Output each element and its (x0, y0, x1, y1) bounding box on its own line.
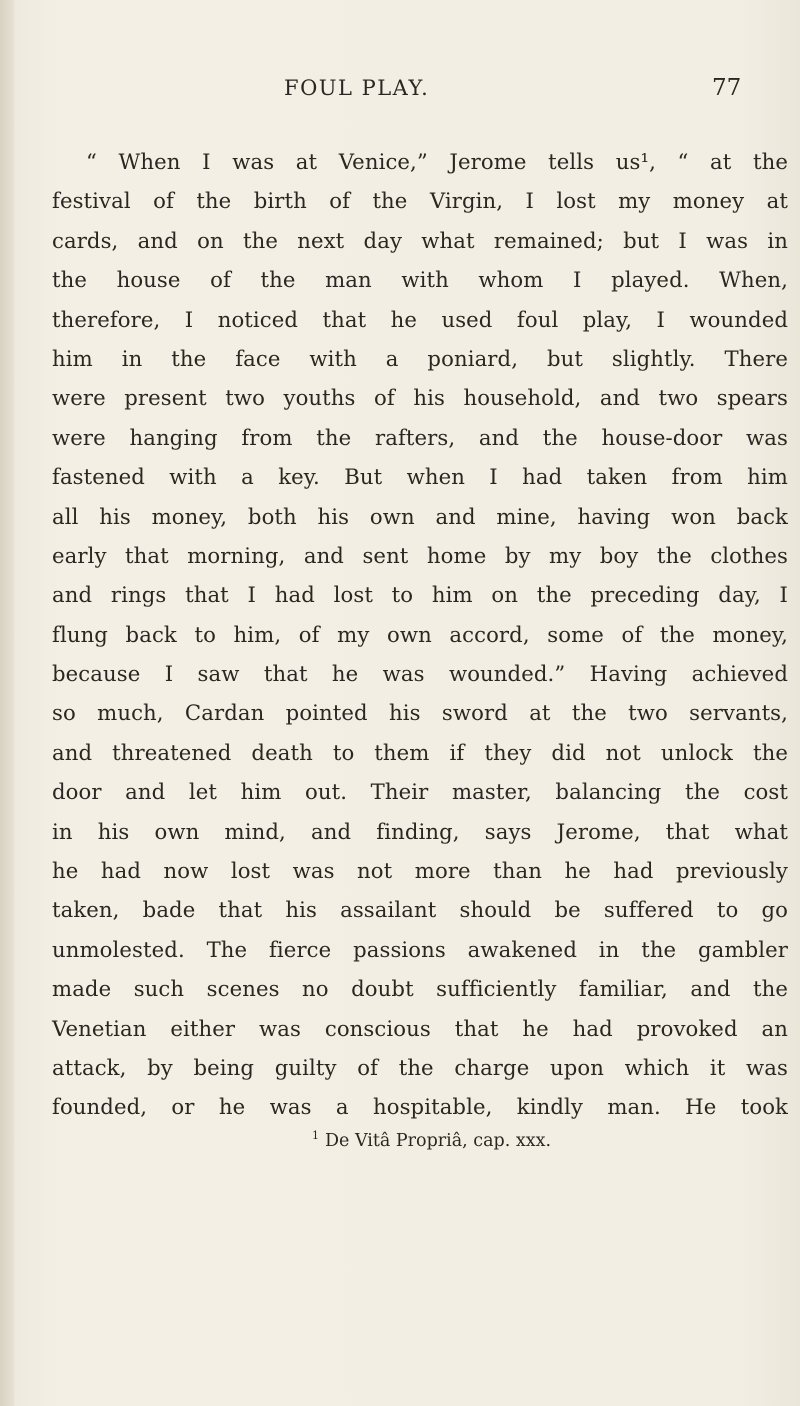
text-line: unmolested. The fierce passions awakened in the gambler (52, 936, 788, 962)
text-line: him in the face with a poniard, but slightly. There (52, 345, 788, 371)
text-line: festival of the birth of the Virgin, I lost my money at (52, 188, 788, 214)
text-line: fastened with a key. But when I had taken from him (52, 464, 788, 490)
text-line: “ When I was at Venice,” Jerome tells us¹, “ at the (86, 149, 788, 174)
footnote (312, 1129, 551, 1151)
body-text (52, 142, 788, 1127)
text-line: Venetian either was conscious that he had provoked an (52, 1015, 788, 1041)
footnote-text: De Vitâ Propriâ, cap. xxx. (325, 1131, 552, 1151)
text-line: cards, and on the next day what remained; but I was in (52, 227, 788, 253)
text-line: therefore, I noticed that he used foul play, I wounded (52, 306, 788, 332)
text-line: all his money, both his own and mine, having won back (52, 503, 788, 529)
page-gutter (0, 0, 14, 1406)
text-line: made such scenes no doubt sufficiently familiar, and the (52, 976, 788, 1002)
text-line: attack, by being guilty of the charge upon which it was (52, 1054, 788, 1080)
text-line: in his own mind, and finding, says Jerome, that what (52, 818, 788, 844)
text-line: were hanging from the rafters, and the house-door was (52, 424, 788, 450)
running-title: FOUL PLAY. (284, 76, 430, 100)
text-line: door and let him out. Their master, balancing the cost (52, 779, 788, 805)
text-line: because I saw that he was wounded.” Having achieved (52, 661, 788, 687)
text-line: so much, Cardan pointed his sword at the two servants, (52, 700, 788, 726)
text-line: were present two youths of his household, and two spears (52, 385, 788, 411)
text-line: early that morning, and sent home by my boy the clothes (52, 542, 788, 568)
text-line: and threatened death to them if they did not unlock the (52, 739, 788, 765)
footnote-marker: 1 (312, 1129, 319, 1142)
page-header (0, 76, 800, 112)
text-line: founded, or he was a hospitable, kindly man. He took (52, 1094, 788, 1120)
text-line: and rings that I had lost to him on the preceding day, I (52, 582, 788, 608)
text-line: he had now lost was not more than he had previously (52, 858, 788, 884)
page-number: 77 (712, 75, 742, 101)
text-line: flung back to him, of my own accord, some of the money, (52, 621, 788, 647)
text-line: the house of the man with whom I played. When, (52, 267, 788, 293)
text-line: taken, bade that his assailant should be suffered to go (52, 897, 788, 923)
